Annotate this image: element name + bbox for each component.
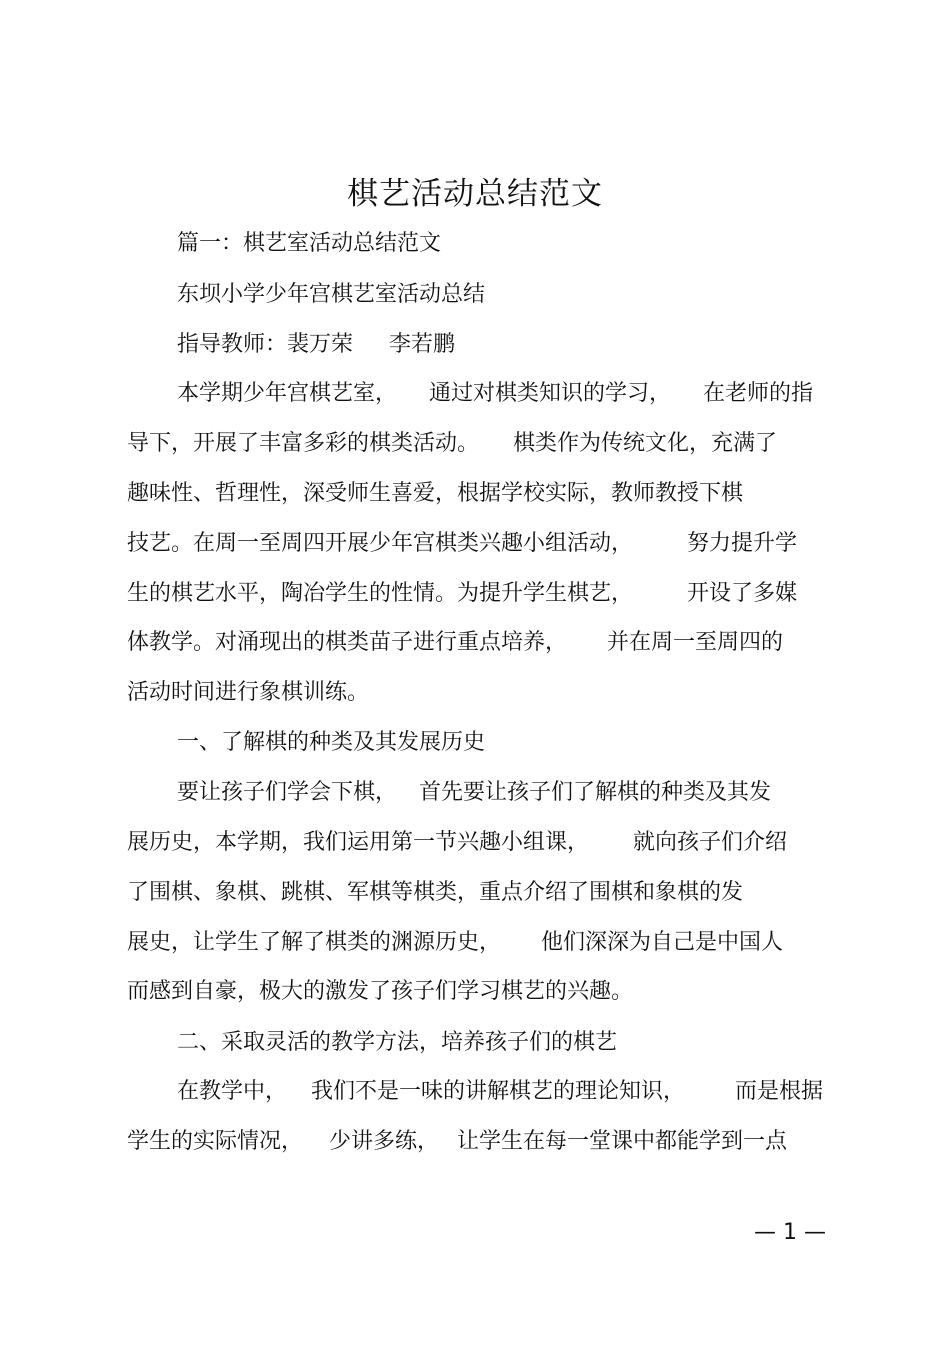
text-segment: 他们深深为自己是中国人	[541, 930, 784, 955]
text-segment: 活动时间进行象棋训练。	[127, 680, 370, 705]
paragraph-line	[127, 928, 783, 958]
document-title: 棋艺活动总结范文	[347, 176, 603, 212]
paragraph-line	[127, 828, 787, 858]
section-heading	[177, 1028, 617, 1058]
text-segment: 展历史，本学期，我们运用第一节兴趣小组课，	[127, 830, 590, 855]
text-segment: 篇一：棋艺室活动总结范文	[177, 231, 442, 256]
text-segment: 开设了多媒	[687, 581, 798, 606]
paragraph-line	[127, 429, 777, 459]
text-segment: 在教学中，	[177, 1079, 288, 1104]
page-number: — 1 —	[754, 1220, 826, 1245]
section-heading	[177, 728, 485, 758]
text-segment: 展史，让学生了解了棋类的渊源历史，	[127, 930, 502, 955]
text-segment: 一、了解棋的种类及其发展历史	[177, 730, 486, 755]
text-segment: 李若鹏	[389, 332, 456, 357]
text-segment: 棋类作为传统文化，充满了	[513, 431, 778, 456]
text-segment: 而感到自豪，极大的激发了孩子们学习棋艺的兴趣。	[127, 979, 634, 1004]
text-segment: 生的棋艺水平，陶冶学生的性情。为提升学生棋艺，	[127, 581, 634, 606]
text-segment: 让学生在每一堂课中都能学到一点	[457, 1129, 788, 1154]
paragraph-line	[127, 977, 633, 1007]
text-segment: 趣味性、哲理性，深受师生喜爱，根据学校实际，教师教授下棋	[127, 481, 744, 506]
heading-line	[177, 280, 485, 310]
text-segment: 体教学。对涌现出的棋类苗子进行重点培养，	[127, 630, 568, 655]
text-segment: 在老师的指	[703, 381, 814, 406]
paragraph-line	[127, 529, 797, 559]
text-segment: 就向孩子们介绍	[633, 830, 788, 855]
text-segment: 导下，开展了丰富多彩的棋类活动。	[127, 431, 480, 456]
text-segment: 首先要让孩子们了解棋的种类及其发	[419, 780, 772, 805]
paragraph-line	[127, 579, 797, 609]
text-segment: 而是根据	[735, 1079, 824, 1104]
subtitle-line	[177, 229, 441, 259]
paragraph-line	[177, 1077, 823, 1107]
text-segment: 要让孩子们学会下棋，	[177, 780, 398, 805]
text-segment: 少讲多练，	[329, 1129, 440, 1154]
text-segment: 技艺。在周一至周四开展少年宫棋类兴趣小组活动，	[127, 531, 634, 556]
text-segment: 指导教师：裴万荣	[177, 332, 354, 357]
paragraph-line	[177, 379, 813, 409]
paragraph-line	[127, 878, 743, 908]
text-segment: 了围棋、象棋、跳棋、军棋等棋类，重点介绍了围棋和象棋的发	[127, 880, 744, 905]
text-segment: 通过对棋类知识的学习，	[429, 381, 672, 406]
text-segment: 本学期少年宫棋艺室，	[177, 381, 398, 406]
teacher-line	[177, 330, 455, 360]
paragraph-line	[127, 1127, 787, 1157]
text-segment: 并在周一至周四的	[607, 630, 784, 655]
paragraph-line	[177, 778, 771, 808]
text-segment: 东坝小学少年宫棋艺室活动总结	[177, 282, 486, 307]
text-segment: 学生的实际情况，	[127, 1129, 304, 1154]
paragraph-line	[127, 628, 783, 658]
text-segment: 我们不是一味的讲解棋艺的理论知识，	[311, 1079, 686, 1104]
text-segment: 努力提升学	[687, 531, 798, 556]
text-segment: 二、采取灵活的教学方法，培养孩子们的棋艺	[177, 1030, 618, 1055]
paragraph-line	[127, 678, 369, 708]
paragraph-line	[127, 479, 743, 509]
